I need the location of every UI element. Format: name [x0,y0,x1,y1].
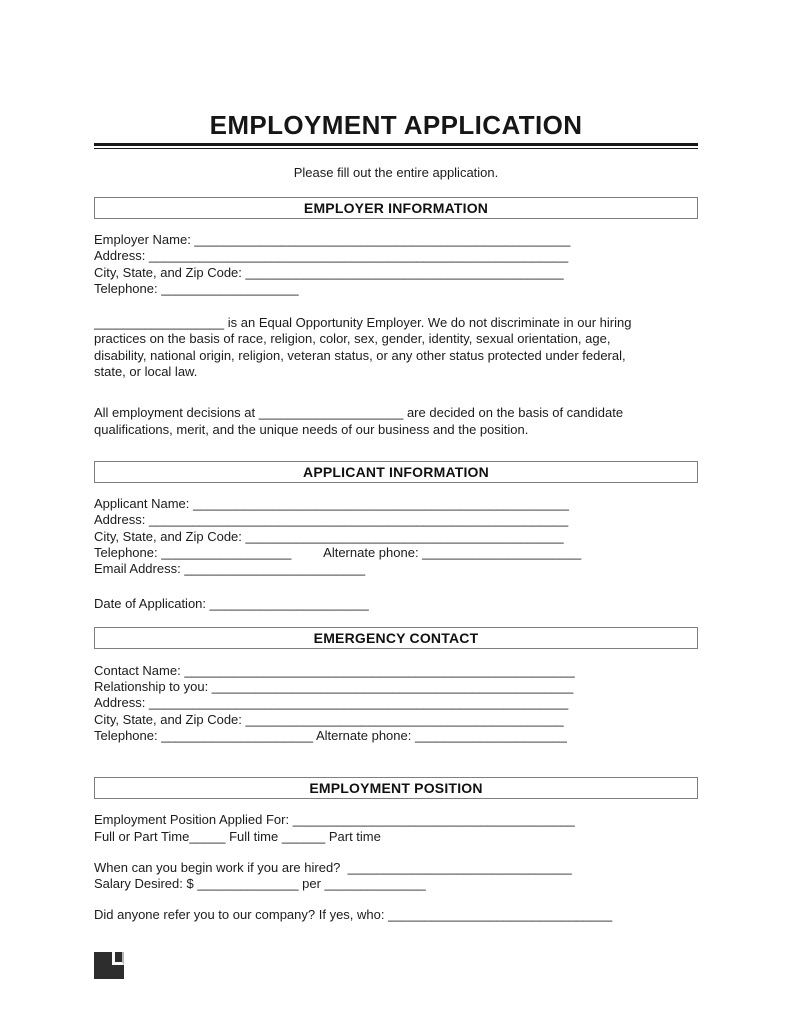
section-header-label: APPLICANT INFORMATION [303,463,489,480]
employer-telephone-line: Telephone: ___________________ [94,280,299,296]
title-double-rule [94,143,698,149]
paragraph-line: __________________ is an Equal Opportunity Employer. We do not discriminate in our hiring [94,315,632,331]
emergency-telephone-line: Telephone: _____________________ Alternate phone: _____________________ [94,727,567,743]
position-fields-group-a [94,812,698,845]
employer-fields [94,232,698,297]
section-header-label: EMPLOYER INFORMATION [303,200,489,216]
salary-desired-line: Salary Desired: $ ______________ per ______________ [94,876,426,892]
emergency-city-state-zip-line: City, State, and Zip Code: ____________________________________________ [94,711,564,727]
applicant-name-line: Applicant Name: ____________________________________________________ [94,495,569,511]
position-fields-group-b [94,860,698,893]
legal-templates-logo-icon [94,952,124,979]
applicant-city-state-zip-line: City, State, and Zip Code: ____________________________________________ [94,528,564,544]
position-applied-for-line: Employment Position Applied For: _______________________________________ [94,812,575,828]
full-or-part-time-line: Full or Part Time_____ Full time ______ Part time [94,828,381,844]
section-header-label: EMERGENCY CONTACT [313,629,479,646]
emergency-relationship-line: Relationship to you: __________________________________________________ [94,679,574,695]
emergency-contact-name-line: Contact Name: ______________________________________________________ [94,662,575,678]
section-header-label: EMPLOYMENT POSITION [309,780,483,797]
paragraph-line: disability, national origin, religion, veteran status, or any other status protected under federal, [94,347,626,363]
section-header-emergency-contact [94,627,698,649]
applicant-telephone-line: Telephone: __________________ Alternate phone: ______________________ [94,544,582,560]
employer-city-state-zip-line: City, State, and Zip Code: ____________________________________________ [94,264,564,280]
position-fields-group-c [94,907,698,923]
section-header-applicant-information [94,461,698,483]
form-instruction: Please fill out the entire application. [293,165,499,180]
employer-name-line: Employer Name: ____________________________________________________ [94,232,571,247]
emergency-contact-fields [94,663,698,744]
equal-opportunity-paragraph [94,315,698,380]
section-header-employer-information [94,197,698,219]
applicant-fields [94,496,698,577]
paragraph-line: practices on the basis of race, religion, color, sex, gender, identity, sexual orientation, age, [94,331,611,347]
paragraph-line: state, or local law. [94,364,198,380]
paragraph-line: qualifications, merit, and the unique needs of our business and the position. [94,421,529,437]
applicant-email-line: Email Address: _________________________ [94,561,366,577]
paragraph-line: All employment decisions at ____________________ are decided on the basis of candidate [94,405,624,421]
employer-address-line: Address: __________________________________________________________ [94,248,569,264]
employment-decisions-paragraph [94,405,698,438]
referral-line: Did anyone refer you to our company? If yes, who: _______________________________ [94,907,613,923]
applicant-address-line: Address: __________________________________________________________ [94,512,569,528]
begin-work-line: When can you begin work if you are hired? _______________________________ [94,859,572,875]
section-header-employment-position [94,777,698,799]
logo-notch-shape [112,952,124,965]
page-title: EMPLOYMENT APPLICATION [209,110,583,140]
date-of-application-line: Date of Application: ______________________ [94,596,369,612]
emergency-address-line: Address: __________________________________________________________ [94,695,569,711]
